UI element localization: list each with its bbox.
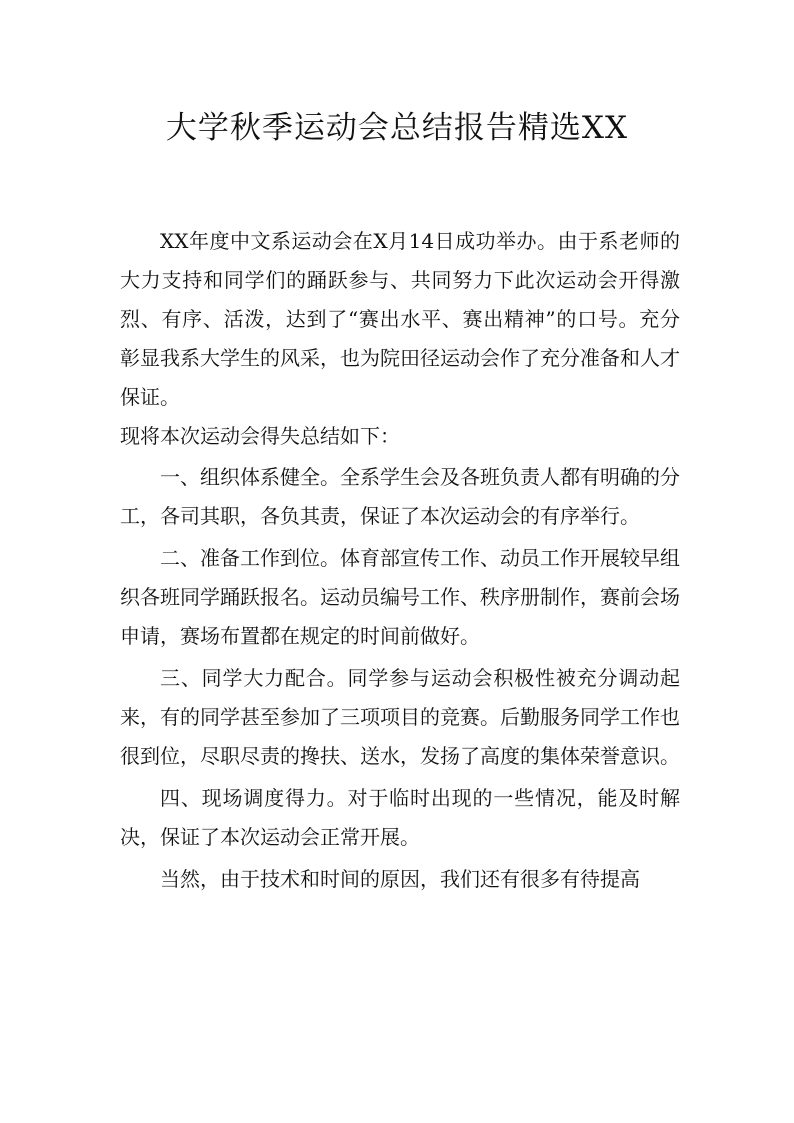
paragraph-summary-lead: 现将本次运动会得失总结如下： [120,423,400,448]
paragraph-point-one: 一、组织体系健全。全系学生会及各班负责人都有明确的分工，各司其职，各负其责，保证了本次运动会的有序举行。 [120,465,680,529]
paragraph-point-four: 四、现场调度得力。对于临时出现的一些情况，能及时解决，保证了本次运动会正常开展。 [120,785,680,849]
paragraph-intro: XX年度中文系运动会在X月14日成功举办。由于系老师的大力支持和同学们的踊跃参与、共同努力下此次运动会开得激烈、有序、活泼，达到了“赛出水平、赛出精神”的口号。充分彰显我系大学生的风采，也为院田径运动会作了充分准备和人才保证。 [120,229,680,409]
document-title: 大学秋季运动会总结报告精选XX [165,110,629,146]
paragraph-point-three: 三、同学大力配合。同学参与运动会积极性被充分调动起来，有的同学甚至参加了三项项目的竞赛。后勤服务同学工作也很到位，尽职尽责的搀扶、送水，发扬了高度的集体荣誉意识。 [120,665,680,768]
document-body [120,222,680,898]
paragraph-point-two: 二、准备工作到位。体育部宣传工作、动员工作开展较早组织各班同学踊跃报名。运动员编号工作、秩序册制作，赛前会场申请，赛场布置都在规定的时间前做好。 [120,546,680,649]
paragraph-conclusion: 当然，由于技术和时间的原因，我们还有很多有待提高 [160,866,640,891]
